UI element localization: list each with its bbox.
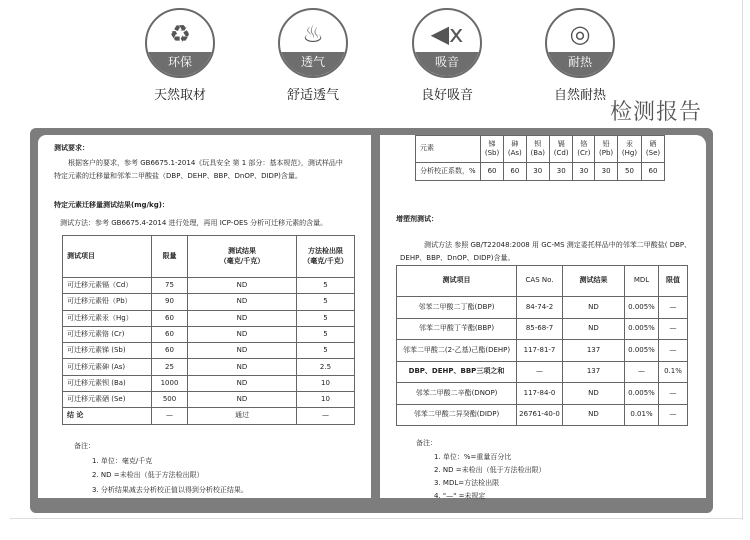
table-cell: — [517, 361, 563, 383]
req-title: 测试要求： [54, 144, 89, 152]
table-cell: ND [188, 294, 297, 310]
table-cell: ND [188, 343, 297, 359]
feature-caption: 舒适透气 [286, 88, 339, 103]
coef-cell: 30 [595, 163, 618, 181]
table-row [63, 408, 355, 424]
table-cell: ND [563, 318, 625, 340]
table-cell: 10 [297, 392, 355, 408]
element-cell: 铅 (Pb) [595, 136, 618, 163]
tire-icon: ◎ [569, 20, 591, 48]
req-text: 根据客户的要求，参考 GB6675.1-2014《玩具安全 第 1 部分：基本规范》，测试样品中 [68, 159, 343, 167]
note: 2. ND =未检出（低于方法检出限） [92, 471, 204, 479]
mute-speaker-icon: ◀x [430, 20, 464, 48]
element-table [62, 235, 355, 425]
table-cell: 5 [297, 310, 355, 326]
coef-cell: 60 [504, 163, 527, 181]
note: 2. ND =未检出（低于方法检出限） [434, 466, 546, 474]
table-cell: ND [563, 297, 625, 319]
table-header: 测试项目 CAS No. 测试结果 MDL 限值 [397, 266, 688, 297]
breathable-icon: ♨ [302, 20, 324, 48]
divider [742, 0, 743, 520]
table-row [63, 359, 355, 375]
table-cell: 25 [152, 359, 188, 375]
feature-breathable [268, 8, 358, 103]
table-cell: — [659, 383, 688, 405]
table-cell: — [297, 408, 355, 424]
feature-badge: ◀x 吸音 [412, 8, 482, 78]
element-cell: 镉 (Cd) [549, 136, 573, 163]
coef-cell: 30 [573, 163, 595, 181]
note: 1. 单位：毫克/千克 [92, 457, 153, 465]
table-cell: 可迁移元素铬 (Cr) [63, 326, 152, 342]
element-cell: 铬 (Cr) [573, 136, 595, 163]
table-cell: — [659, 318, 688, 340]
table-cell: 可迁移元素砷 (As) [63, 359, 152, 375]
elem-title: 特定元素迁移量测试结果(mg/kg)： [54, 201, 169, 209]
method-text: 测试方法 参照 GB/T22048:2008 用 GC-MS 测定委托样品中的邻苯二甲酸盐( DBP、 [424, 241, 692, 249]
feature-sound [402, 8, 492, 103]
table-row [397, 340, 688, 362]
note: 1. 单位：%=重量百分比 [434, 453, 512, 461]
table-cell: ND [563, 383, 625, 405]
table-cell: DBP、DEHP、BBP三项之和 [397, 361, 517, 383]
feature-caption: 自然耐热 [553, 88, 606, 103]
table-cell: 0.005% [625, 340, 659, 362]
feature-eco [135, 8, 225, 103]
table-cell: 10 [297, 375, 355, 391]
table-cell: — [625, 361, 659, 383]
table-cell: 60 [152, 343, 188, 359]
table-cell: — [152, 408, 188, 424]
table-row [397, 297, 688, 319]
table-row [63, 326, 355, 342]
table-cell: 邻苯二甲酸二辛酯(DNOP) [397, 383, 517, 405]
table-cell: 5 [297, 278, 355, 294]
feature-badge: ◎ 耐热 [545, 8, 615, 78]
table-cell: 85-68-7 [517, 318, 563, 340]
element-cell: 硒 (Se) [642, 136, 665, 163]
plast-title: 增塑剂测试： [396, 215, 438, 223]
table-row [397, 383, 688, 405]
table-cell: 0.005% [625, 318, 659, 340]
table-row [397, 361, 688, 383]
section-title: 检测报告 [609, 100, 702, 125]
table-cell: 0.01% [625, 404, 659, 426]
element-cell: 砷 (As) [504, 136, 527, 163]
table-cell: 117-81-7 [517, 340, 563, 362]
element-cell: 汞 (Hg) [618, 136, 642, 163]
table-cell: ND [188, 278, 297, 294]
note: 3. MDL=方法检出限 [434, 479, 500, 487]
feature-caption: 良好吸音 [420, 88, 473, 103]
table-cell: 可迁移元素钡 (Ba) [63, 375, 152, 391]
table-cell: — [659, 340, 688, 362]
table-cell: 邻苯二甲酸丁苄酯(BBP) [397, 318, 517, 340]
table-cell: ND [188, 326, 297, 342]
table-cell: 可迁移元素锑 (Sb) [63, 343, 152, 359]
table-row [397, 318, 688, 340]
table-row [63, 294, 355, 310]
table-cell: 75 [152, 278, 188, 294]
report-page-right [380, 135, 706, 498]
table-cell: 可迁移元素汞（Hg） [63, 310, 152, 326]
divider [10, 518, 743, 519]
table-cell: 1000 [152, 375, 188, 391]
method-text: DEHP、BBP、DnOP、DIDP)含量。 [400, 254, 515, 262]
table-cell: 邻苯二甲酸二(2-乙基)己酯(DEHP) [397, 340, 517, 362]
table-cell: 0.005% [625, 383, 659, 405]
element-cell: 钡 (Ba) [526, 136, 549, 163]
note: 4. "—" =未规定 [434, 492, 486, 500]
table-cell: 0.005% [625, 297, 659, 319]
table-cell: ND [188, 392, 297, 408]
table-cell: 可迁移元素镉（Cd） [63, 278, 152, 294]
table-cell: 5 [297, 326, 355, 342]
table-cell: 500 [152, 392, 188, 408]
table-cell: ND [188, 310, 297, 326]
table-row [63, 392, 355, 408]
feature-badge: ♨ 透气 [278, 8, 348, 78]
table-row [63, 343, 355, 359]
table-cell: 邻苯二甲酸二丁酯(DBP) [397, 297, 517, 319]
feature-badge: ♻ 环保 [145, 8, 215, 78]
table-cell: 0.1% [659, 361, 688, 383]
coef-cell: 30 [526, 163, 549, 181]
table-cell: 可迁移元素铅（Pb） [63, 294, 152, 310]
table-cell: 90 [152, 294, 188, 310]
notes-title: 备注： [74, 442, 95, 450]
table-cell: 2.5 [297, 359, 355, 375]
table-header: 测试项目 限量 测试结果 （毫克/千克） 方法检出限 （毫克/千克） [63, 236, 355, 278]
table-cell: 结 论 [63, 408, 152, 424]
notes-title: 备注： [416, 439, 437, 447]
table-cell: 60 [152, 326, 188, 342]
table-cell: 117-84-0 [517, 383, 563, 405]
report-page-left [38, 135, 371, 498]
feature-heat [535, 8, 625, 103]
coef-cell: 50 [618, 163, 642, 181]
coef-cell: 60 [642, 163, 665, 181]
coef-cell: 60 [481, 163, 504, 181]
plasticizer-table [396, 265, 688, 426]
table-cell: — [659, 404, 688, 426]
table-cell: 通过 [188, 408, 297, 424]
table-cell: 可迁移元素硒 (Se) [63, 392, 152, 408]
table-cell: 137 [563, 361, 625, 383]
table-row [63, 375, 355, 391]
coef-cell: 30 [549, 163, 573, 181]
table-cell: 5 [297, 343, 355, 359]
table-cell: — [659, 297, 688, 319]
recycle-icon: ♻ [169, 20, 191, 48]
table-cell: 邻苯二甲酸二异癸酯(DIDP) [397, 404, 517, 426]
table-cell: 5 [297, 294, 355, 310]
coef-table: 元素 锑 (Sb) 砷 (As) 钡 (Ba) 镉 (Cd) 铬 (Cr) 铅 (Pb) 汞 (Hg) 硒 (Se) 分析校正系数，% 60 60 30 30 30 30 50 60 [415, 135, 665, 181]
table-cell: 137 [563, 340, 625, 362]
table-cell: 84-74-2 [517, 297, 563, 319]
feature-caption: 天然取材 [153, 88, 206, 103]
table-cell: ND [188, 359, 297, 375]
table-cell: ND [563, 404, 625, 426]
table-row [397, 404, 688, 426]
req-text: 特定元素的迁移量和邻苯二甲酸盐（DBP、DEHP、BBP、DnOP、DIDP)含量。 [54, 172, 302, 180]
note: 3. 分析结果减去分析校正值以得到分析校正结果。 [92, 486, 248, 494]
table-row [63, 310, 355, 326]
method-text: 测试方法：参考 GB6675.4-2014 进行处理，再用 ICP-OES 分析可迁移元素的含量。 [60, 219, 328, 227]
table-cell: 26761-40-0 [517, 404, 563, 426]
table-cell: 60 [152, 310, 188, 326]
element-cell: 锑 (Sb) [481, 136, 504, 163]
table-cell: ND [188, 375, 297, 391]
table-row [63, 278, 355, 294]
